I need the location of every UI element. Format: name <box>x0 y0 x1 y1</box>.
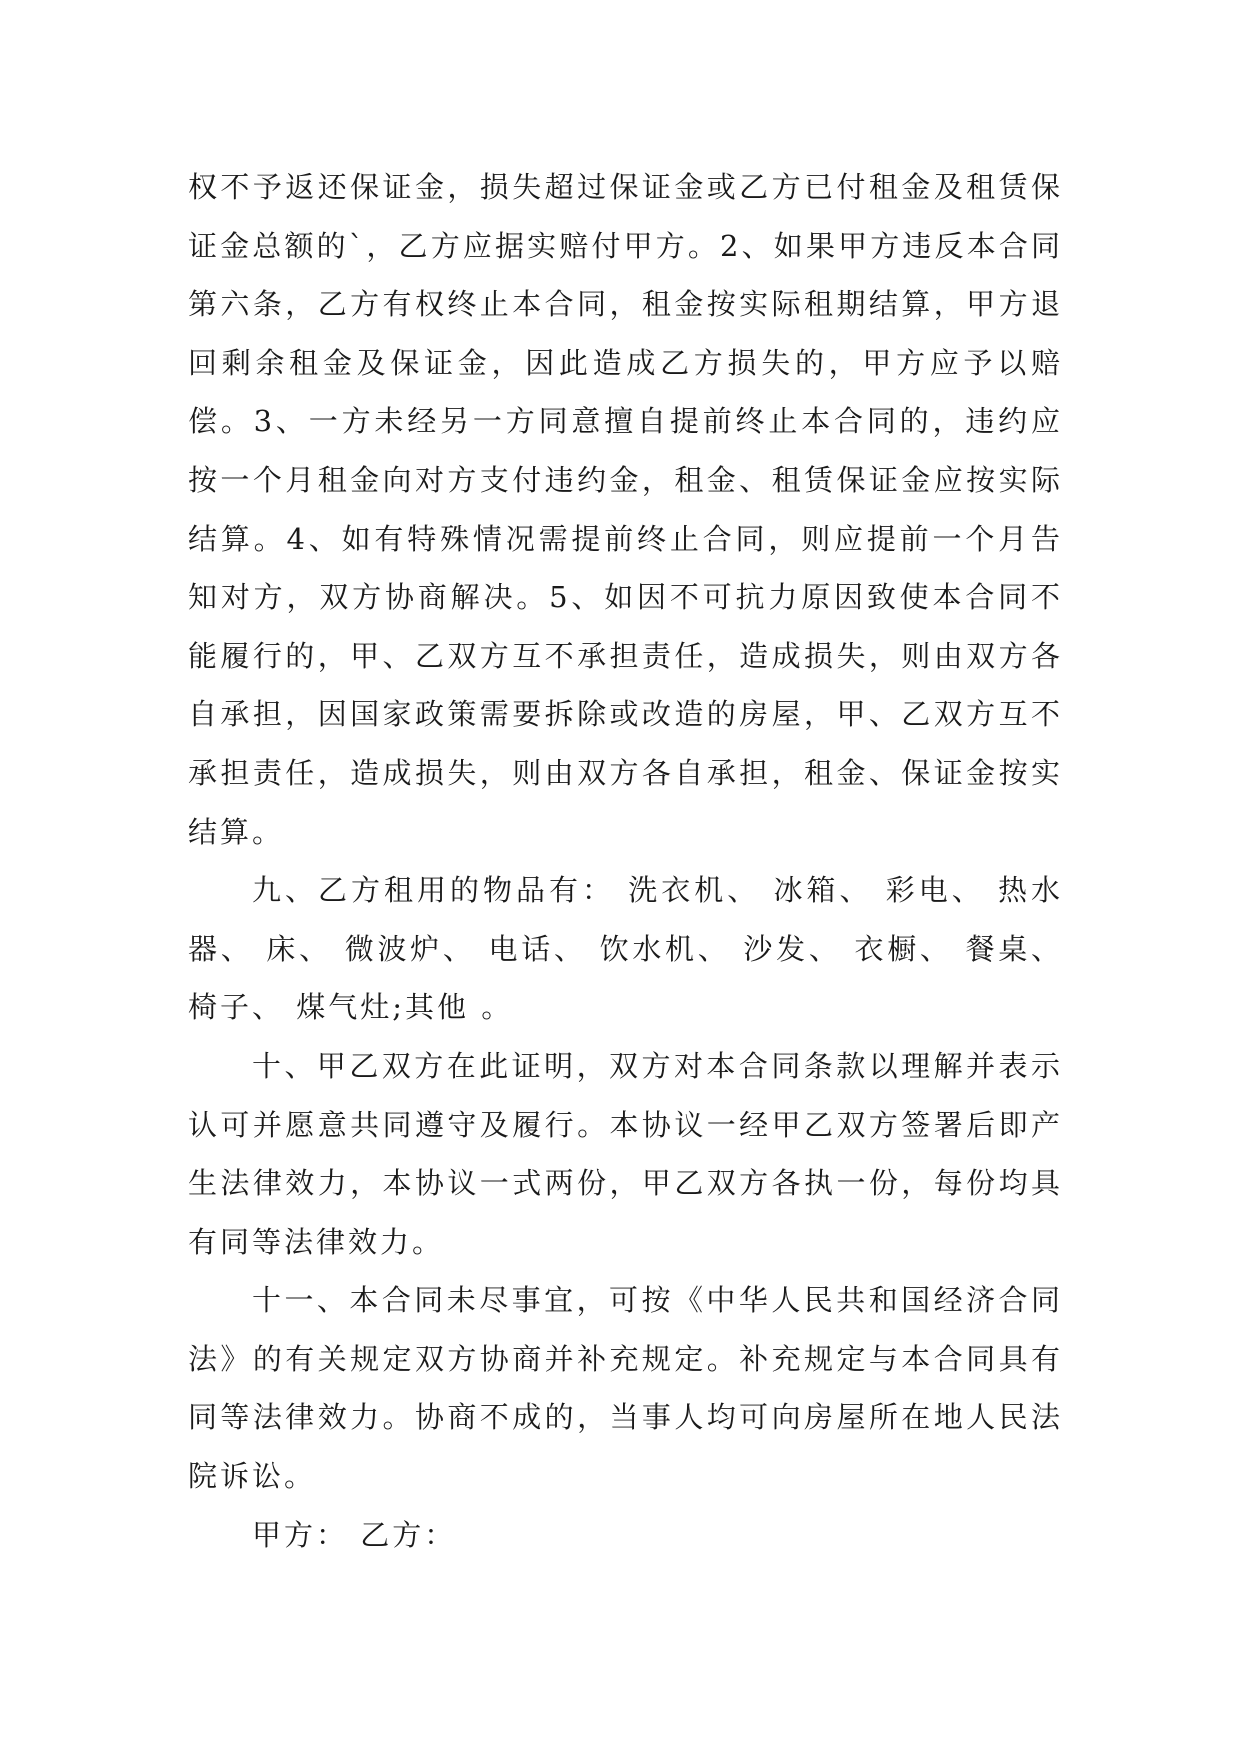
paragraph-breach-terms: 权不予返还保证金，损失超过保证金或乙方已付租金及租赁保证金总额的`，乙方应据实赔付甲方。2、如果甲方违反本合同第六条，乙方有权终止本合同，租金按实际租期结算，甲方退回剩余租金及保证金，因此造成乙方损失的，甲方应予以赔偿。3、一方未经另一方同意擅自提前终止本合同的，违约应按一个月租金向对方支付违约金，租金、租赁保证金应按实际结算。4、如有特殊情况需提前终止合同，则应提前一个月告知对方，双方协商解决。5、如因不可抗力原因致使本合同不能履行的，甲、乙双方互不承担责任，造成损失，则由双方各自承担，因国家政策需要拆除或改造的房屋，甲、乙双方互不承担责任，造成损失，则由双方各自承担，租金、保证金按实结算。 <box>188 170 1063 849</box>
document-body <box>188 158 1063 1564</box>
paragraph-clause-9-rented-items: 九、乙方租用的物品有： 洗衣机、 冰箱、 彩电、 热水器、 床、 微波炉、 电话、 饮水机、 沙发、 衣橱、 餐桌、 椅子、 煤气灶;其他 。 <box>188 873 1063 1025</box>
signature-line: 甲方： 乙方： <box>252 1517 457 1552</box>
paragraph-clause-10-validity: 十、甲乙双方在此证明，双方对本合同条款以理解并表示认可并愿意共同遵守及履行。本协议一经甲乙双方签署后即产生法律效力，本协议一式两份，甲乙双方各执一份，每份均具有同等法律效力。 <box>188 1048 1063 1259</box>
paragraph-clause-11-supplementary: 十一、本合同未尽事宜，可按《中华人民共和国经济合同法》的有关规定双方协商并补充规定。补充规定与本合同具有同等法律效力。协商不成的，当事人均可向房屋所在地人民法院诉讼。 <box>188 1283 1063 1494</box>
